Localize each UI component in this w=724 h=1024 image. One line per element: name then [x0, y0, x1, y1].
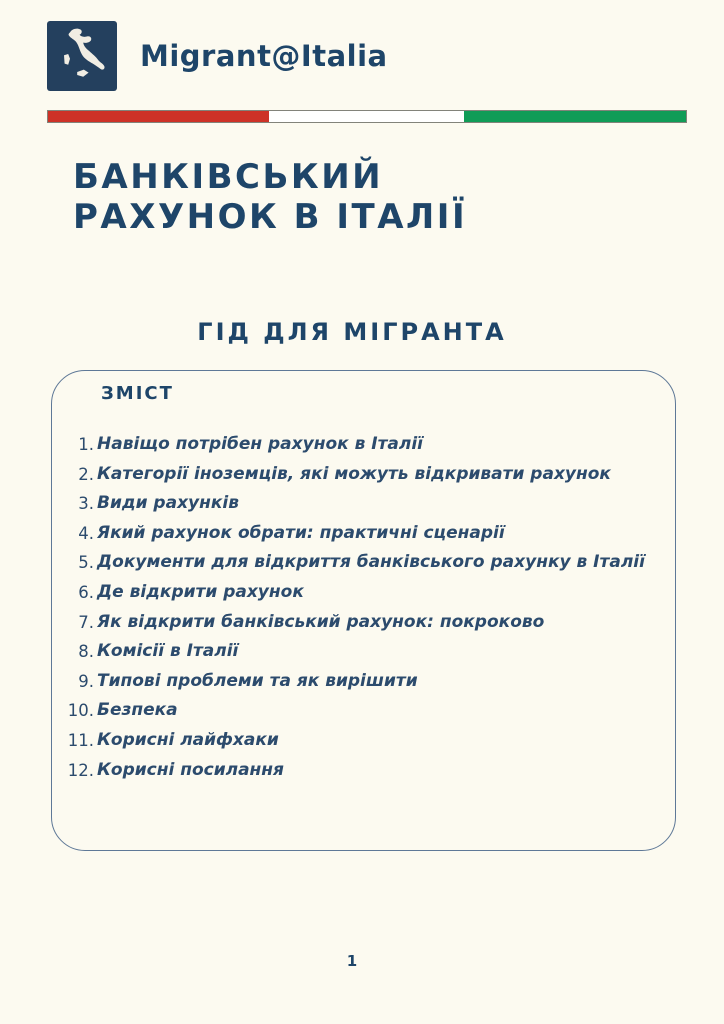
page-title [73, 157, 467, 237]
toc-item-number: 7. [78, 612, 94, 632]
page-title-line1: БАНКІВСЬКИЙ [73, 157, 384, 197]
toc-item-number: 1. [78, 435, 94, 454]
toc-item[interactable] [52, 519, 675, 549]
header [47, 21, 388, 91]
flag-white-segment [269, 111, 464, 122]
toc-item-label: Який рахунок обрати: практичні сценарії [97, 522, 505, 543]
toc-item-number: 12. [67, 760, 94, 780]
toc-item[interactable] [52, 489, 675, 519]
toc-item[interactable] [52, 548, 675, 578]
toc-item-number: 6. [78, 582, 94, 602]
toc-item-label: Види рахунків [97, 493, 239, 514]
toc-item[interactable] [52, 578, 675, 608]
toc-item[interactable] [52, 430, 675, 460]
toc-item-label: Документи для відкриття банківського рахунку в Італії [97, 552, 645, 573]
toc-item-number: 2. [78, 464, 94, 484]
brand-logo [47, 21, 117, 91]
toc-item-label: Комісії в Італії [97, 641, 239, 662]
toc-item-number: 8. [78, 642, 94, 662]
toc-item-label: Де відкрити рахунок [97, 581, 304, 602]
toc-item[interactable] [52, 637, 675, 667]
toc-item-number: 3. [78, 494, 94, 514]
flag-green-segment [464, 111, 686, 122]
toc-item-number: 9. [78, 671, 94, 691]
toc-item[interactable] [52, 667, 675, 697]
page-title-line2: РАХУНОК В ІТАЛІЇ [73, 197, 468, 237]
table-of-contents [51, 370, 676, 851]
toc-item[interactable] [52, 608, 675, 638]
brand-name: Migrant@Italia [140, 39, 388, 73]
toc-item-number: 4. [78, 523, 94, 543]
toc-list [52, 430, 675, 785]
toc-item-label: Безпека [97, 700, 178, 721]
flag-red-segment [48, 111, 269, 122]
toc-item[interactable] [52, 756, 675, 786]
toc-item-number: 11. [67, 730, 94, 750]
italy-map-icon [52, 24, 112, 88]
toc-item-label: Категорії іноземців, які можуть відкривати рахунок [97, 463, 611, 484]
toc-heading: ЗМІСТ [101, 383, 174, 404]
toc-item-label: Корисні посилання [97, 759, 284, 780]
page-number: 1 [346, 952, 358, 970]
italian-flag-stripe [47, 110, 687, 123]
toc-item[interactable] [52, 460, 675, 490]
toc-item-number: 5. [78, 553, 94, 573]
toc-item-number: 10. [67, 701, 94, 721]
toc-item-label: Типові проблеми та як вирішити [97, 670, 418, 691]
toc-item-label: Навіщо потрібен рахунок в Італії [97, 434, 424, 454]
page-subtitle: ГІД ДЛЯ МІГРАНТА [197, 318, 507, 346]
toc-item[interactable] [52, 696, 675, 726]
toc-item-label: Корисні лайфхаки [97, 729, 279, 750]
toc-item[interactable] [52, 726, 675, 756]
toc-item-label: Як відкрити банківський рахунок: покроково [97, 611, 545, 632]
